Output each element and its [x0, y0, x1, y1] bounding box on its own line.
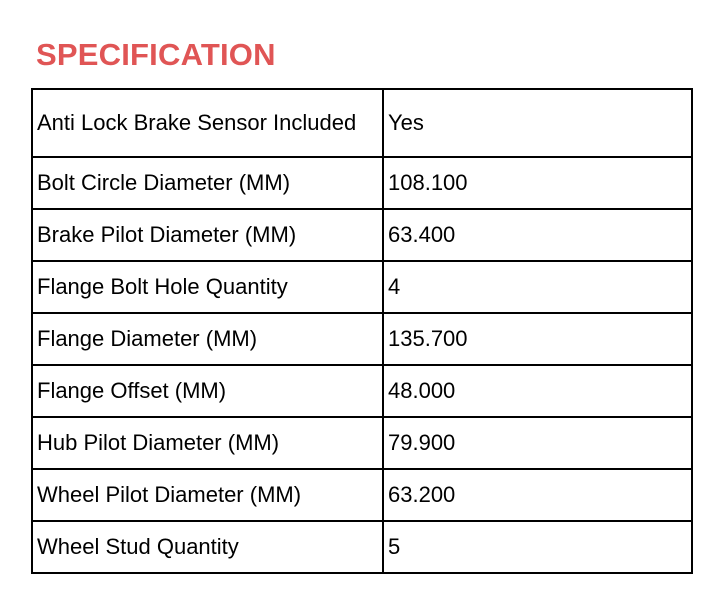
spec-label: Flange Diameter (MM)	[32, 313, 383, 365]
spec-label: Hub Pilot Diameter (MM)	[32, 417, 383, 469]
table-row	[32, 209, 692, 261]
spec-label: Anti Lock Brake Sensor Included	[32, 89, 383, 157]
spec-label: Wheel Pilot Diameter (MM)	[32, 469, 383, 521]
spec-label: Brake Pilot Diameter (MM)	[32, 209, 383, 261]
spec-label: Wheel Stud Quantity	[32, 521, 383, 573]
spec-value: 63.400	[383, 209, 692, 261]
spec-value: 63.200	[383, 469, 692, 521]
spec-label: Flange Bolt Hole Quantity	[32, 261, 383, 313]
table-row	[32, 469, 692, 521]
spec-value: 135.700	[383, 313, 692, 365]
table-row	[32, 157, 692, 209]
spec-value: 48.000	[383, 365, 692, 417]
specification-table	[31, 88, 693, 574]
table-row	[32, 417, 692, 469]
spec-value: 79.900	[383, 417, 692, 469]
spec-label: Flange Offset (MM)	[32, 365, 383, 417]
table-row	[32, 521, 692, 573]
spec-label: Bolt Circle Diameter (MM)	[32, 157, 383, 209]
spec-value: 5	[383, 521, 692, 573]
spec-value: 108.100	[383, 157, 692, 209]
table-row	[32, 313, 692, 365]
table-row	[32, 89, 692, 157]
table-row	[32, 261, 692, 313]
spec-value: 4	[383, 261, 692, 313]
spec-value: Yes	[383, 89, 692, 157]
table-row	[32, 365, 692, 417]
page-title: SPECIFICATION	[36, 37, 276, 72]
